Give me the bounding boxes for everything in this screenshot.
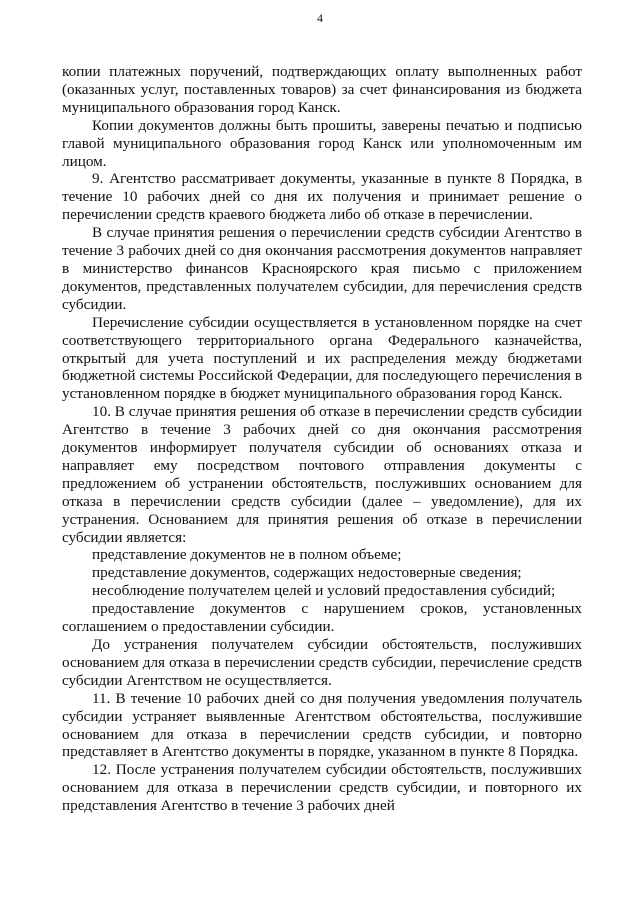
paragraph-document-certification: Копии документов должны быть прошиты, заверены печатью и подписью главой муниципального образования город Канск или уполномоченным им лицом.: [62, 116, 582, 170]
paragraph-refusal-reason-late: предоставление документов с нарушением сроков, установленных соглашением о предоставлении субсидии.: [62, 600, 582, 636]
paragraph-clause-9: 9. Агентство рассматривает документы, указанные в пункте 8 Порядка, в течение 10 рабочих дней со дня их получения и принимает решение о перечислении средств краевого бюджета либо об отказе в перечислении.: [62, 170, 582, 224]
paragraph-transfer-procedure: Перечисление субсидии осуществляется в установленном порядке на счет соответствующего территориального органа Федерального казначейства, открытый для учета поступлений и их распределения между бюджетами бюджетной системы Российской Федерации, для последующего перечисления в установленном порядке в бюджет муниципального образования город Канск.: [62, 313, 582, 403]
paragraph-clause-12: 12. После устранения получателем субсидии обстоятельств, послуживших основанием для отказа в перечислении средств субсидии, и повторного их представления Агентство в течение 3 рабочих дней: [62, 761, 582, 815]
paragraph-refusal-reason-incomplete: представление документов не в полном объеме;: [92, 546, 402, 564]
paragraph-transfer-decision: В случае принятия решения о перечислении средств субсидии Агентство в течение 3 рабочих дней со дня окончания рассмотрения документов направляет в министерство финансов Красноярского края письмо с приложением документов, представленных получателем субсидии, для перечисления средств субсидии.: [62, 224, 582, 313]
page-number: 4: [317, 11, 323, 25]
paragraph-refusal-reason-noncompliance: несоблюдение получателем целей и условий предоставления субсидий;: [92, 582, 556, 600]
paragraph-clause-11: 11. В течение 10 рабочих дней со дня получения уведомления получатель субсидии устраняет выявленные Агентством обстоятельства, послужившие основанием для отказа в перечислении средств субсидии, и повторно представляет в Агентство документы в порядке, указанном в пункте 8 Порядка.: [62, 689, 582, 761]
paragraph-payment-orders: копии платежных поручений, подтверждающих оплату выполненных работ (оказанных услуг, поставленных товаров) за счет финансирования из бюджета муниципального образования город Канск.: [62, 63, 582, 116]
paragraph-no-transfer-until-fixed: До устранения получателем субсидии обстоятельств, послуживших основанием для отказа в перечислении средств субсидии, перечисление средств субсидии Агентством не осуществляется.: [62, 636, 582, 689]
paragraph-refusal-reason-false-data: представление документов, содержащих недостоверные сведения;: [92, 564, 522, 582]
document-body: [62, 63, 582, 815]
paragraph-clause-10: 10. В случае принятия решения об отказе в перечислении средств субсидии Агентство в течение 3 рабочих дней со дня окончания рассмотрения документов информирует получателя субсидии об основаниях отказа и направляет ему посредством почтового отправления документы с предложением об устранении обстоятельств, послуживших основанием для отказа в перечислении средств субсидии (далее – уведомление), для их устранения. Основанием для принятия решения об отказе в перечислении субсидии является:: [62, 403, 582, 546]
